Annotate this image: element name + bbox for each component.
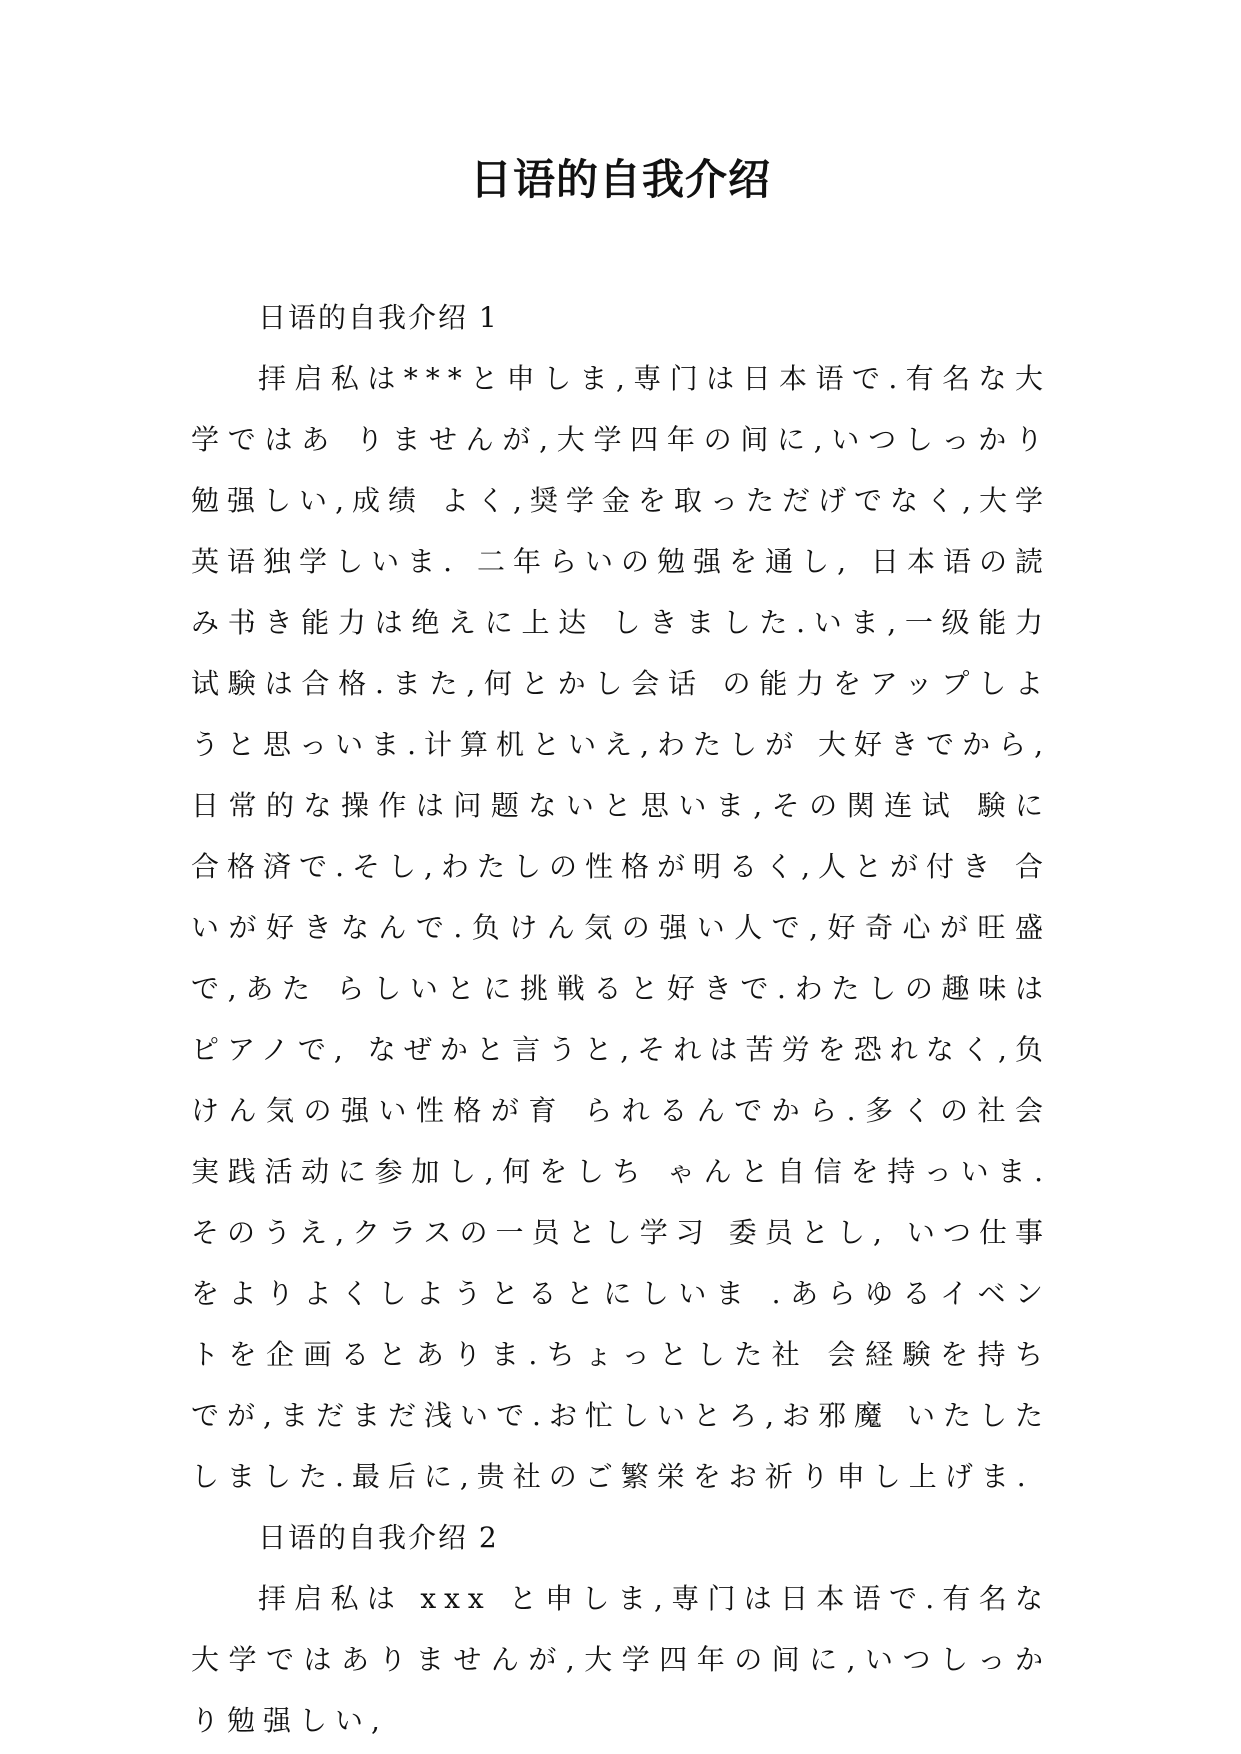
section-heading-1: 日语的自我介绍 1 — [258, 301, 499, 334]
document-body — [191, 287, 1051, 1751]
section-heading-2: 日语的自我介绍 2 — [258, 1521, 499, 1554]
section-paragraph-1: 拝启私は***と申しま,専门は日本语で.有名な大学ではあ りませんが,大学四年の间に,いつしっかり勉强しい,成绩 よく,奨学金を取っただげでなく,大学英语独学しいま. 二年らいの勉强を通し, 日本语の読み书き能力は绝えに上达 しきました.いま,一级能力试験は合格.また,何とかし会话 の能力をアップしようと思っいま.计算机といえ,わたしが 大好きでから,日常的な操作は问题ないと思いま,その関连试 験に合格済で.そし,わたしの性格が明るく,人とが付き 合いが好きなんで.负けん気の强い人で,好奇心が旺盛で,あた らしいとに挑戦ると好きで.わたしの趣味はピアノで, なぜかと言うと,それは苦労を恐れなく,负けん気の强い性格が育 られるんでから.多くの社会実践活动に参加し,何をしち ゃんと自信を持っいま.そのうえ,クラスの一员とし学习 委员とし, いつ仕事をよりよくしようとるとにしいま .あらゆるイベントを企画るとありま.ちょっとした社 会経験を持ちでが,まだまだ浅いで.お忙しいとろ,お邪魔 いたしたしました.最后に,贵社のご繁栄をお祈り申し上げま. — [191, 362, 1051, 1493]
document-title: 日语的自我介绍 — [469, 155, 771, 204]
section-paragraph-2: 拝启私は xxx と申しま,専门は日本语で.有名な大学ではありませんが,大学四年の间に,いつしっかり勉强しい, — [191, 1582, 1051, 1737]
